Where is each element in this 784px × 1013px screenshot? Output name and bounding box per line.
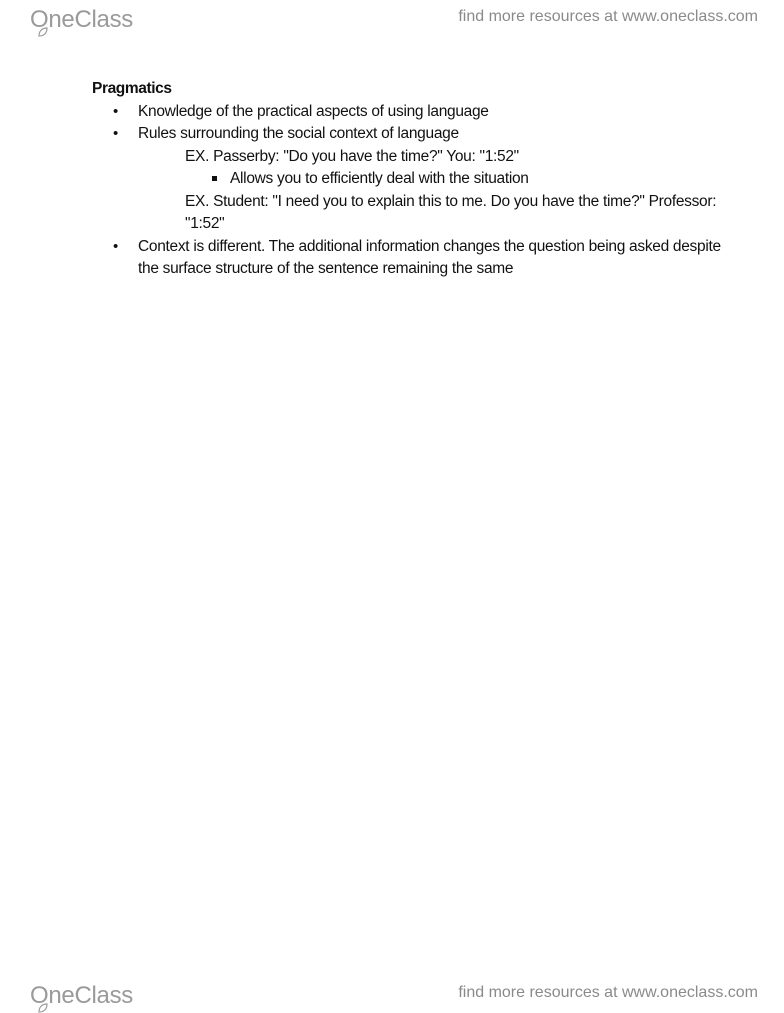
- page-footer: [0, 976, 784, 1012]
- example-student: EX. Student: "I need you to explain this to me. Do you have the time?" Professor: "1:52": [185, 192, 717, 232]
- list-item: [92, 123, 742, 236]
- bullet-icon: •: [113, 237, 118, 255]
- square-bullet-icon: [212, 176, 217, 181]
- list-item: [92, 101, 742, 124]
- list-item-text: Knowledge of the practical aspects of using language: [138, 102, 489, 120]
- sub-list-item: [138, 168, 742, 191]
- leaf-icon: [38, 27, 48, 37]
- bullet-icon: •: [113, 125, 118, 142]
- list-item-text: Context is different. The additional information changes the question being asked despite the surface structure of the sentence remaining the same: [138, 237, 721, 277]
- sub-list-item-text: Allows you to efficiently deal with the situation: [230, 170, 529, 187]
- header-tagline[interactable]: find more resources at www.oneclass.com: [458, 8, 758, 25]
- logo-text: OneClass: [30, 982, 133, 1009]
- list-item-text: Rules surrounding the social context of language: [138, 125, 459, 142]
- footer-tagline[interactable]: find more resources at www.oneclass.com: [458, 984, 758, 1001]
- notes-heading: Pragmatics: [92, 80, 172, 97]
- oneclass-logo[interactable]: [30, 980, 133, 1008]
- example-passerby: EX. Passerby: "Do you have the time?" You: "1:52": [185, 147, 519, 165]
- list-item: [92, 236, 742, 281]
- page-header: [0, 0, 784, 36]
- logo-text: OneClass: [30, 6, 133, 33]
- notes-content: [92, 78, 742, 281]
- notes-list: [92, 101, 742, 281]
- leaf-icon: [38, 1003, 48, 1013]
- bullet-icon: •: [113, 102, 118, 120]
- oneclass-logo[interactable]: [30, 4, 133, 32]
